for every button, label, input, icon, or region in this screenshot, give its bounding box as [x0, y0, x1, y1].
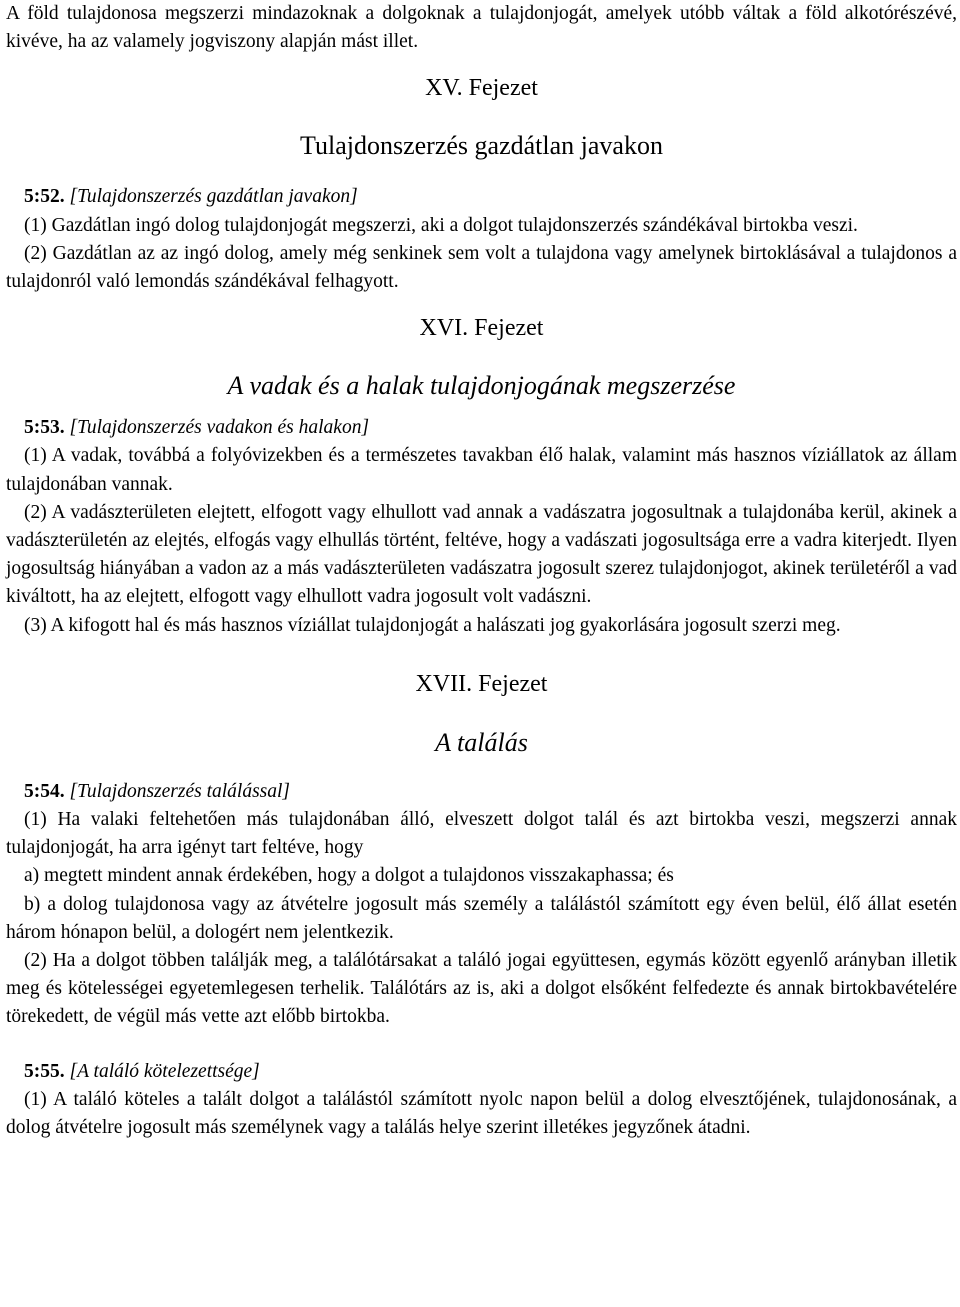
chapter-number: XVII. Fejezet	[415, 670, 548, 697]
section-number: 5:54.	[24, 780, 65, 802]
list-item: b) a dolog tulajdonosa vagy az átvételre jogosult más személy a találástól számított egy éven belül, élő állat esetén három hónapon belül, a dologért nem jelentkezik.	[6, 893, 957, 943]
section-title: [Tulajdonszerzés gazdátlan javakon]	[69, 186, 358, 208]
section-number: 5:55.	[24, 1060, 65, 1082]
section-paragraph: (2) Gazdátlan az az ingó dolog, amely még senkinek sem volt a tulajdona vagy amelynek birtoklásával a tulajdonos a tulajdonról való lemondás szándékával felhagyott.	[6, 242, 957, 293]
section-paragraph: (2) Ha a dolgot többen találják meg, a találótársakat a találó jogai együttesen, egymás között egyenlő arányban illetik meg és kötelességei egyetemlegesen terhelik. Találótárs az is, aki a dolgot elsőként felfedezte és annak birtokbavételére törekedett, de végül más vette azt előbb birtokba.	[6, 950, 957, 1028]
section-paragraph: (1) Gazdátlan ingó dolog tulajdonjogát megszerzi, aki a dolgot tulajdonszerzés szándékával birtokba veszi.	[24, 214, 858, 236]
section-heading	[6, 778, 957, 806]
section-paragraph: (2) A vadászterületen elejtett, elfogott vagy elhullott vad annak a vadászatra jogosultnak a tulajdonába kerül, akinek a vadászterületén az elejtés, elfogás vagy elhullás történt, feltéve, hogy a vadászati jogosultsága erre a vadra kiterjedt. Ilyen jogosultság hiányában a vadon az a más vadászterületen vadászatra jogosult szerez tulajdonjogot, akinek területéről a vad kiváltott, ha az elejtett, elfogott vagy elhullott vadra jogosult volt vadászni.	[6, 501, 957, 608]
chapter-number: XVI. Fejezet	[419, 315, 544, 342]
section-paragraph: (1) A találó köteles a talált dolgot a találástól számított nyolc napon belül a dolog elvesztőjének, tulajdonosának, a dolog átvételre jogosult más személynek vagy a találás helye szerint illetékes jegyzőnek átadni.	[6, 1088, 957, 1139]
section-paragraph: (1) A vadak, továbbá a folyóvizekben és a természetes tavakban élő halak, valamint más hasznos víziállatok az állam tulajdonában vannak.	[6, 445, 957, 495]
chapter-title: A vadak és a halak tulajdonjogának megszerzése	[227, 371, 736, 401]
section-title: [Tulajdonszerzés vadakon és halakon]	[69, 417, 370, 439]
opening-paragraph: A föld tulajdonosa megszerzi mindazoknak a dolgoknak a tulajdonjogát, amelyek utóbb váltak a föld alkotórészévé, kivéve, ha az valamely jogviszony alapján mást illet.	[6, 3, 957, 53]
chapter-title: Tulajdonszerzés gazdátlan javakon	[300, 131, 663, 161]
section-heading	[6, 414, 957, 442]
section-title: [Tulajdonszerzés találással]	[69, 780, 291, 802]
section-paragraph: (3) A kifogott hal és más hasznos víziállat tulajdonjogát a halászati jog gyakorlására jogosult szerzi meg.	[24, 614, 841, 636]
section-paragraph: (1) Ha valaki feltehetően más tulajdonában álló, elveszett dolgot talál és azt birtokba veszi, megszerzi annak tulajdonjogát, ha arra igényt tart feltéve, hogy	[6, 809, 957, 859]
chapter-title: A találás	[435, 727, 528, 757]
section-heading	[6, 183, 957, 211]
chapter-xv	[6, 73, 957, 296]
section-number: 5:52.	[24, 186, 65, 208]
list-item: a) megtett mindent annak érdekében, hogy a dolgot a tulajdonos visszakaphassa; és	[24, 865, 674, 887]
section-number: 5:53.	[24, 417, 65, 439]
chapter-xvi	[6, 313, 957, 640]
section-heading	[6, 1058, 957, 1086]
section-title: [A találó kötelezettsége]	[69, 1060, 260, 1082]
chapter-xvii	[6, 669, 957, 1142]
chapter-number: XV. Fejezet	[425, 75, 538, 102]
